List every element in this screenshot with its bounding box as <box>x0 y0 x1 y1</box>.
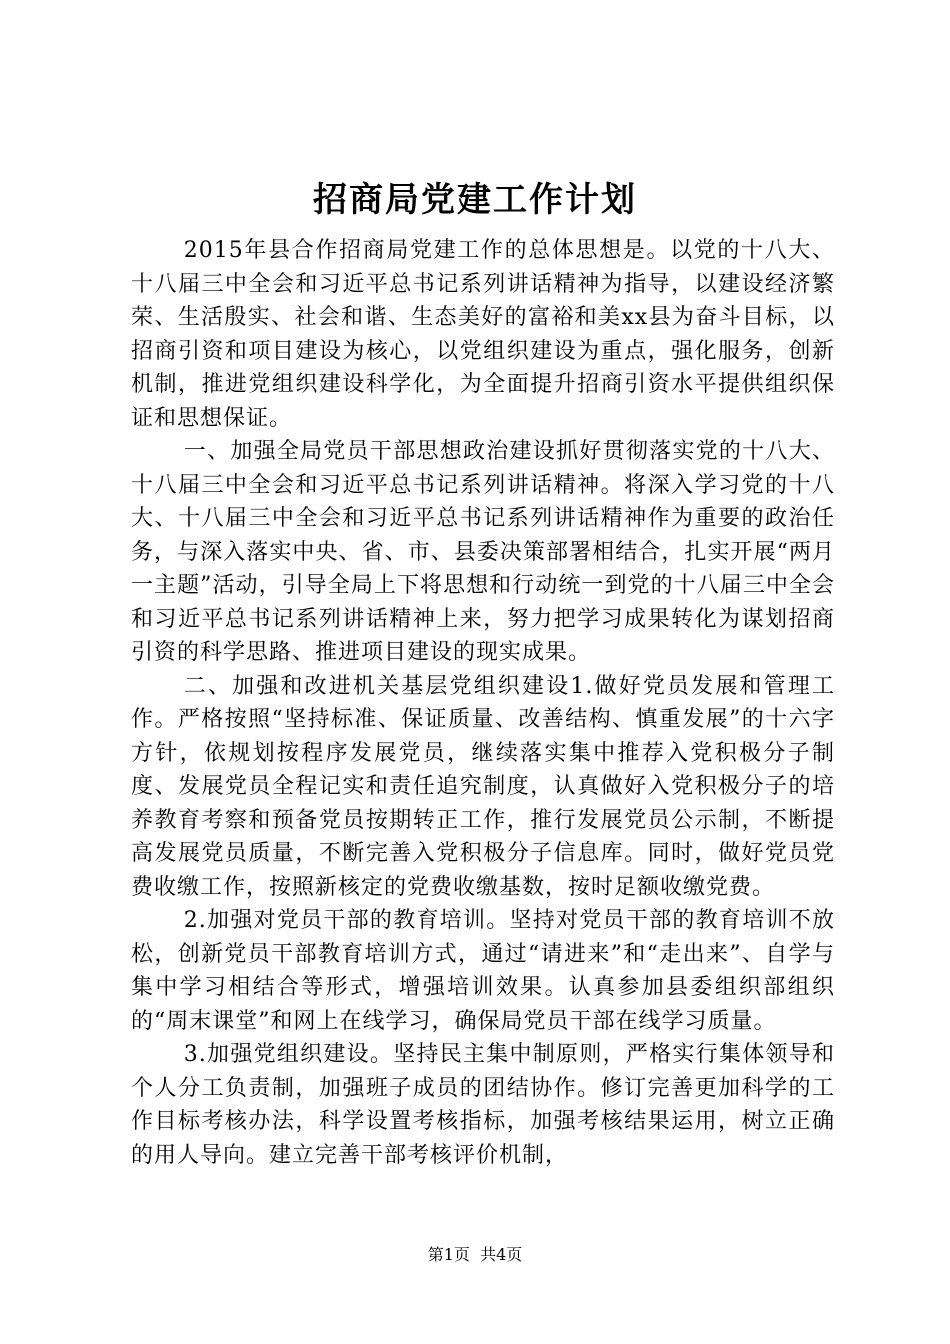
paragraph: 二、加强和改进机关基层党组织建设1.做好党员发展和管理工作。严格按照“坚持标准、保证质量、改善结构、慎重发展”的十六字方针，依规划按程序发展党员，继续落实集中推荐入党积极分子制度、发展党员全程记实和责任追究制度，认真做好入党积极分子的培养教育考察和预备党员按期转正工作，推行发展党员公示制，不断提高发展党员质量，不断完善入党积极分子信息库。同时，做好党员党费收缴工作，按照新核定的党费收缴基数，按时足额收缴党费。 <box>131 673 835 900</box>
paragraph: 2.加强对党员干部的教育培训。坚持对党员干部的教育培训不放松，创新党员干部教育培训方式，通过“请进来”和“走出来”、自学与集中学习相结合等形式，增强培训效果。认真参加县委组织部组织的“周末课堂”和网上在线学习，确保局党员干部在线学习质量。 <box>131 908 835 1034</box>
page-total: 共4页 <box>480 1245 523 1264</box>
page-number: 第1页 <box>427 1245 470 1264</box>
document-title: 招商局党建工作计划 <box>313 180 637 220</box>
paragraph: 3.加强党组织建设。坚持民主集中制原则，严格实行集体领导和个人分工负责制，加强班子成员的团结协作。修订完善更加科学的工作目标考核办法，科学设置考核指标，加强考核结果运用，树立正确的用人导向。建立完善干部考核评价机制， <box>131 1042 835 1168</box>
paragraph: 一、加强全局党员干部思想政治建设抓好贯彻落实党的十八大、十八届三中全会和习近平总书记系列讲话精神。将深入学习党的十八大、十八届三中全会和习近平总书记系列讲话精神作为重要的政治任务，与深入落实中央、省、市、县委决策部署相结合，扎实开展“两月一主题”活动，引导全局上下将思想和行动统一到党的十八届三中全会和习近平总书记系列讲话精神上来，努力把学习成果转化为谋划招商引资的科学思路、推进项目建设的现实成果。 <box>131 439 835 665</box>
document-body <box>131 234 835 1172</box>
page-footer <box>0 1245 950 1265</box>
paragraph: 2015年县合作招商局党建工作的总体思想是。以党的十八大、十八届三中全会和习近平总书记系列讲话精神为指导，以建设经济繁荣、生活殷实、社会和谐、生态美好的富裕和美xx县为奋斗目标，以招商引资和项目建设为核心，以党组织建设为重点，强化服务，创新机制，推进党组织建设科学化，为全面提升招商引资水平提供组织保证和思想保证。 <box>131 238 835 431</box>
